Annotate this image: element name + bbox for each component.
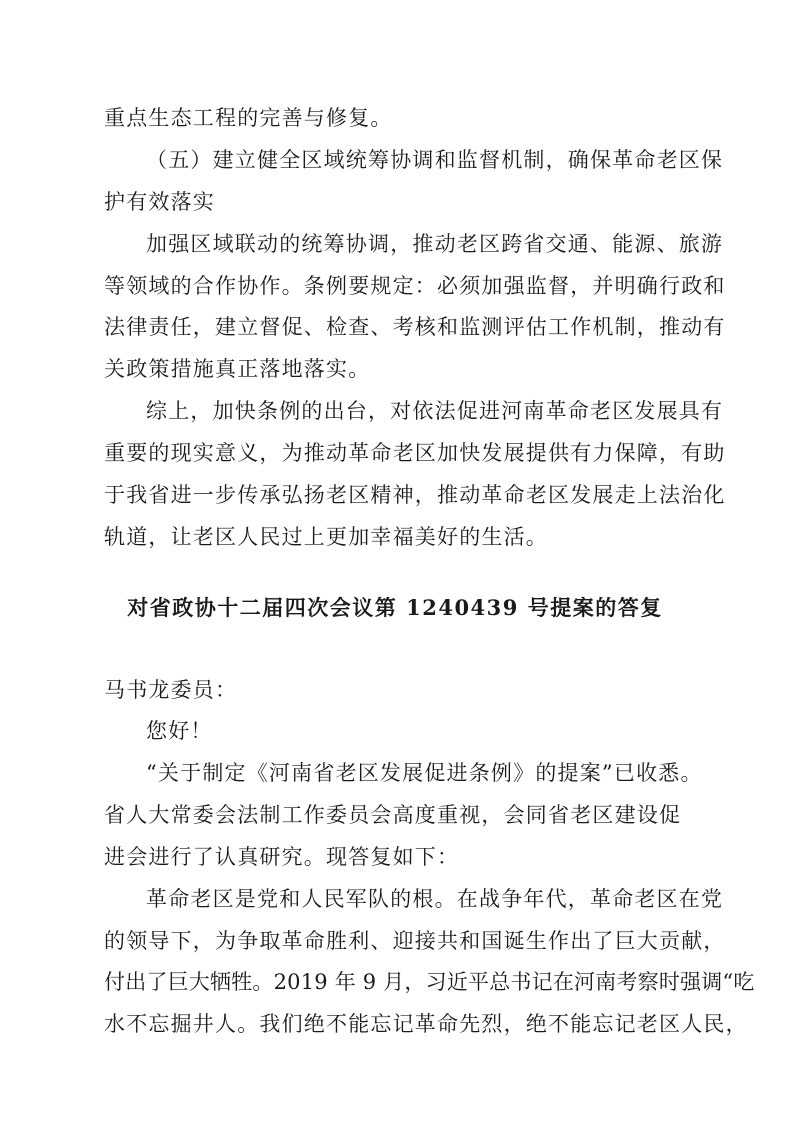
paragraph-line: 重点生态工程的完善与修复。 bbox=[104, 106, 393, 130]
paragraph-line: 省人大常委会法制工作委员会高度重视，会同省老区建设促 bbox=[104, 803, 682, 827]
paragraph-line: 加强区域联动的统筹协调，推动老区跨省交通、能源、旅游 bbox=[146, 232, 724, 256]
section-heading-line: （五）建立健全区域统筹协调和监督机制，确保革命老区保 bbox=[146, 148, 724, 172]
paragraph-line: “关于制定《河南省老区发展促进条例》的提案”已收悉。 bbox=[146, 761, 703, 785]
salutation: 马书龙委员： bbox=[104, 678, 238, 702]
reply-title: 对省政协十二届四次会议第 1240439 号提案的答复 bbox=[127, 595, 663, 620]
greeting: 您好！ bbox=[146, 719, 213, 743]
paragraph-line: 法律责任，建立督促、检查、考核和监测评估工作机制，推动有 bbox=[104, 315, 726, 339]
paragraph-line: 重要的现实意义，为推动革命老区加快发展提供有力保障，有助 bbox=[104, 441, 726, 465]
paragraph-line: 综上，加快条例的出台，对依法促进河南革命老区发展具有 bbox=[146, 399, 724, 423]
paragraph-line: 轨道，让老区人民过上更加幸福美好的生活。 bbox=[104, 525, 548, 549]
section-heading-line: 护有效落实 bbox=[104, 190, 215, 214]
paragraph-line: 进会进行了认真研究。现答复如下： bbox=[104, 845, 460, 869]
paragraph-line: 关政策措施真正落地落实。 bbox=[104, 357, 371, 381]
paragraph-line: 付出了巨大牺牲。2019 年 9 月，习近平总书记在河南考察时强调“吃 bbox=[104, 970, 755, 994]
paragraph-line: 的领导下，为争取革命胜利、迎接共和国诞生作出了巨大贡献， bbox=[104, 929, 726, 953]
paragraph-line: 水不忘掘井人。我们绝不能忘记革命先烈，绝不能忘记老区人民， bbox=[104, 1012, 748, 1036]
paragraph-line: 于我省进一步传承弘扬老区精神，推动革命老区发展走上法治化 bbox=[104, 483, 726, 507]
paragraph-line: 等领域的合作协作。条例要规定：必须加强监督，并明确行政和 bbox=[104, 274, 726, 298]
paragraph-line: 革命老区是党和人民军队的根。在战争年代，革命老区在党 bbox=[146, 887, 724, 911]
